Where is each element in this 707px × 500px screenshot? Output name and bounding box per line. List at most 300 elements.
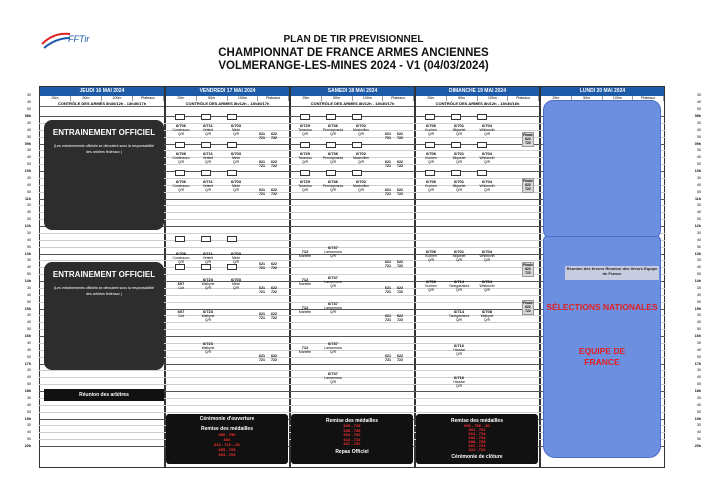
ceremony-box-samedi bbox=[291, 414, 413, 464]
minute-label: 40 bbox=[27, 292, 31, 297]
event-name: Whitworth bbox=[479, 254, 495, 258]
event-name: Kuchen bbox=[425, 128, 437, 132]
hour-label: 09h bbox=[694, 141, 701, 146]
minute-label: 50 bbox=[697, 409, 701, 414]
event-slot bbox=[448, 152, 470, 164]
minute-label: 50 bbox=[27, 134, 31, 139]
event-slot bbox=[476, 180, 498, 192]
target-box bbox=[477, 170, 487, 176]
event-code: 6/723 bbox=[202, 277, 213, 282]
event-pair: 622 722 bbox=[271, 354, 277, 362]
event-slot bbox=[294, 278, 316, 286]
minute-label: 30 bbox=[27, 423, 31, 428]
event-result: Q/R bbox=[204, 160, 212, 164]
event-name: Tanzutsu bbox=[298, 184, 312, 188]
event-code: 6/729 bbox=[299, 123, 310, 128]
target-box bbox=[352, 170, 362, 176]
event-code: 712 bbox=[301, 277, 309, 282]
repas-officiel: Repas Officiel bbox=[335, 448, 369, 455]
minute-label: 40 bbox=[27, 127, 31, 132]
event-name: Lamarmora bbox=[324, 280, 342, 284]
minute-label: 30 bbox=[697, 285, 701, 290]
hour-label: 20h bbox=[694, 444, 701, 448]
event-slot bbox=[225, 152, 247, 164]
event-slot bbox=[322, 152, 344, 164]
event-result: Q/R bbox=[427, 160, 435, 164]
event-slot bbox=[420, 180, 442, 192]
hour-label: 12h bbox=[694, 224, 701, 228]
event-name: Colt bbox=[177, 314, 185, 318]
medal-codes-dimanche bbox=[416, 424, 538, 452]
target-box bbox=[175, 114, 185, 120]
target-box bbox=[326, 170, 336, 176]
event-pair: 621 721 bbox=[259, 188, 265, 196]
event-name: Vetterli bbox=[202, 184, 214, 188]
minute-label: 30 bbox=[27, 340, 31, 345]
event-name: Tanzutsu bbox=[298, 156, 312, 160]
event-name: Whitworth bbox=[479, 184, 495, 188]
minute-label: 40 bbox=[27, 155, 31, 160]
event-pair: 621 721 bbox=[259, 286, 265, 294]
event-slot bbox=[170, 252, 192, 264]
minute-label: 50 bbox=[27, 217, 31, 222]
event-slot bbox=[448, 180, 470, 192]
minute-label: 30 bbox=[697, 230, 701, 235]
target-box bbox=[201, 170, 211, 176]
minute-label: 40 bbox=[27, 430, 31, 435]
event-name: Whitworth bbox=[479, 128, 495, 132]
event-result: Q/R bbox=[455, 288, 463, 292]
event-result: Q/R bbox=[455, 258, 463, 262]
day-header: DIMANCHE 19 MAI 2024 bbox=[416, 87, 539, 96]
event-code: 6/711 bbox=[203, 151, 213, 156]
event-slot bbox=[294, 124, 316, 136]
event-code: 6/723 bbox=[202, 341, 213, 346]
event-slot bbox=[225, 124, 247, 136]
event-name: Minié bbox=[231, 282, 241, 286]
medal-code: 636 - 736 bbox=[343, 427, 361, 433]
event-pair: 622 722 bbox=[271, 262, 277, 270]
medal-code: 613 - 713 - JO bbox=[214, 442, 240, 447]
hour-label: 11h bbox=[25, 196, 31, 201]
minute-label: 50 bbox=[27, 162, 31, 167]
event-pair: 621 721 bbox=[385, 354, 391, 362]
event-result: Q/R bbox=[329, 254, 337, 258]
selections-nationales: SÉLECTIONS NATIONALES bbox=[546, 302, 658, 312]
minute-label: 50 bbox=[697, 189, 701, 194]
event-pair: 622 722 bbox=[397, 132, 403, 140]
minute-label: 30 bbox=[697, 148, 701, 153]
minute-label: 30 bbox=[697, 203, 701, 208]
event-slot bbox=[294, 346, 316, 354]
event-code: 6/706 bbox=[425, 123, 436, 128]
finale-box: Finale 622 722 bbox=[523, 133, 533, 145]
minute-label: 50 bbox=[697, 327, 701, 332]
minute-label: 40 bbox=[697, 265, 701, 270]
event-pair: 622 722 bbox=[271, 132, 277, 140]
target-box bbox=[352, 142, 362, 148]
event-slot bbox=[322, 276, 344, 288]
event-code: 6/711 bbox=[203, 123, 213, 128]
event-slot bbox=[197, 124, 219, 136]
event-name: Tanzutsu bbox=[298, 128, 312, 132]
event-result: Q/R bbox=[427, 188, 435, 192]
event-result: Q/R bbox=[232, 286, 240, 290]
event-code: 6/737 bbox=[327, 341, 338, 346]
event-result: Q/R bbox=[357, 132, 365, 136]
event-code: 6/704 bbox=[481, 179, 492, 184]
training-note: (Les entrainements officiels se déroulent sous la responsabilité des arbitres fédéraux ) bbox=[53, 144, 155, 154]
minute-label: 50 bbox=[27, 437, 31, 442]
event-result: Q/R bbox=[177, 188, 185, 192]
event-slot bbox=[197, 152, 219, 164]
training-title: ENTRAINEMENT OFFICIEL bbox=[52, 270, 156, 279]
event-slot bbox=[476, 280, 498, 292]
event-name: Pennsylvania bbox=[322, 184, 344, 188]
minute-label: 30 bbox=[27, 395, 31, 400]
event-result: Q/R bbox=[204, 260, 212, 264]
event-pair: 621 721 bbox=[385, 160, 391, 168]
event-pair: 622 722 bbox=[271, 312, 277, 320]
hour-label: 08h bbox=[694, 114, 701, 118]
minute-label: 40 bbox=[697, 155, 701, 160]
minute-label: 30 bbox=[27, 285, 31, 290]
hour-label: 09h bbox=[24, 141, 31, 146]
reunion-tireurs: Réunion des tireurs Réunion des tireurs Equipe de France bbox=[565, 266, 659, 280]
target-box bbox=[175, 264, 185, 270]
minute-label: 50 bbox=[697, 217, 701, 222]
event-result: Q/R bbox=[427, 258, 435, 262]
event-slot bbox=[350, 180, 372, 192]
event-code: 6/701 bbox=[453, 249, 464, 254]
event-name: Minié bbox=[231, 128, 241, 132]
event-name: Pennsylvania bbox=[322, 156, 344, 160]
medal-code: 629 - 729 bbox=[343, 423, 361, 428]
event-code: 6/723 bbox=[202, 309, 213, 314]
event-code: 712 bbox=[301, 305, 309, 310]
minute-label: 50 bbox=[697, 299, 701, 304]
event-code: 6/737 bbox=[327, 275, 338, 280]
equipe-de-france: EQUIPE DE FRANCE bbox=[578, 346, 626, 367]
minute-label: 30 bbox=[27, 93, 31, 98]
event-result: Q/R bbox=[329, 160, 337, 164]
event-result: Q/R bbox=[357, 188, 365, 192]
event-name: Lamarmora bbox=[324, 306, 342, 310]
event-slot bbox=[197, 342, 219, 354]
control-text: CONTRÔLE DES ARMES 8h/12h - 13h30/17h bbox=[291, 101, 414, 107]
event-pair: 622 722 bbox=[397, 286, 403, 294]
event-slot bbox=[170, 180, 192, 192]
minute-label: 40 bbox=[27, 265, 31, 270]
target-box bbox=[451, 170, 461, 176]
target-box bbox=[227, 170, 237, 176]
target-box bbox=[425, 114, 435, 120]
event-result: Q/R bbox=[204, 286, 212, 290]
target-box bbox=[326, 142, 336, 148]
medal-code: 608 - 708 bbox=[468, 439, 486, 444]
event-name: Whitworth bbox=[479, 156, 495, 160]
minute-label: 40 bbox=[697, 127, 701, 132]
hour-label: 19h bbox=[24, 416, 31, 421]
day-header: SAMEDI 18 MAI 2024 bbox=[291, 87, 414, 96]
medal-code: 650 - 750 bbox=[218, 432, 236, 437]
event-name: Kuchen bbox=[425, 254, 437, 258]
minute-label: 30 bbox=[27, 120, 31, 125]
event-code: 6/706 bbox=[425, 249, 436, 254]
medal-code: 601 - 701 bbox=[468, 427, 486, 432]
event-result: Q/R bbox=[455, 352, 463, 356]
minute-label: 30 bbox=[27, 258, 31, 263]
target-box bbox=[425, 170, 435, 176]
event-code: 607 bbox=[177, 281, 185, 286]
event-name: Vetterli bbox=[202, 256, 214, 260]
event-pair: 621 721 bbox=[385, 260, 391, 268]
event-name: Miquelet bbox=[452, 184, 466, 188]
minute-label: 30 bbox=[697, 423, 701, 428]
event-name: Hizadai bbox=[453, 348, 465, 352]
medal-code: 621 - 721 bbox=[468, 443, 486, 448]
distance-header: 25m 50m 100m Plateaux bbox=[291, 96, 414, 101]
minute-label: 40 bbox=[697, 237, 701, 242]
event-name: Hizadai bbox=[453, 380, 465, 384]
event-slot bbox=[322, 372, 344, 384]
hour-label: 13h bbox=[694, 251, 701, 256]
event-slot bbox=[197, 278, 219, 290]
hour-label: 18h bbox=[24, 389, 31, 393]
event-result: Q/R bbox=[427, 132, 435, 136]
event-name: Minié bbox=[231, 156, 241, 160]
event-slot bbox=[170, 124, 192, 136]
minute-label: 50 bbox=[27, 382, 31, 387]
minute-label: 40 bbox=[27, 402, 31, 407]
event-pair: 621 721 bbox=[259, 312, 265, 320]
event-code: 6/706 bbox=[425, 151, 436, 156]
minute-label: 40 bbox=[27, 100, 31, 105]
event-slot bbox=[448, 250, 470, 262]
event-slot bbox=[350, 152, 372, 164]
event-pair: 622 722 bbox=[397, 260, 403, 268]
event-result: Q/R bbox=[177, 260, 185, 264]
event-name: Walkyrie bbox=[201, 314, 215, 318]
medal-code: 602 - 702 bbox=[343, 432, 361, 437]
event-code: 712 bbox=[301, 345, 309, 350]
control-text: CONTRÔLE DES ARMES 8h/12h - 13h30/16h bbox=[416, 101, 539, 107]
event-pair: 621 721 bbox=[259, 262, 265, 270]
distance-header: 25m 50m 100m Plateaux bbox=[541, 96, 664, 101]
event-pair: 622 722 bbox=[271, 286, 277, 294]
event-name: Cominazzo bbox=[172, 128, 190, 132]
event-code: 6/711 bbox=[203, 251, 213, 256]
event-pair: 622 722 bbox=[397, 354, 403, 362]
event-code: 6/736 bbox=[327, 179, 338, 184]
event-slot bbox=[420, 250, 442, 262]
finale-box: Finale 622 722 bbox=[523, 263, 533, 275]
event-code: 6/736 bbox=[327, 151, 338, 156]
event-name: Walkyrie bbox=[201, 282, 215, 286]
medal-codes-samedi bbox=[291, 424, 413, 447]
minute-label: 30 bbox=[697, 313, 701, 318]
event-slot bbox=[294, 306, 316, 314]
event-name: Lamarmora bbox=[324, 376, 342, 380]
remise-medailles: Remise des médailles bbox=[451, 418, 503, 424]
event-result: Q/R bbox=[329, 350, 337, 354]
event-code: 6/711 bbox=[203, 179, 213, 184]
event-slot bbox=[170, 282, 192, 290]
minute-label: 50 bbox=[27, 327, 31, 332]
minute-label: 40 bbox=[27, 210, 31, 215]
event-result: Q/R bbox=[329, 310, 337, 314]
event-code: 6/702 bbox=[355, 123, 366, 128]
minute-label: 30 bbox=[27, 368, 31, 373]
event-code: 6/704 bbox=[481, 151, 492, 156]
event-result: Q/R bbox=[455, 188, 463, 192]
event-pair: 622 722 bbox=[271, 188, 277, 196]
medal-code: 614 - 714 bbox=[468, 431, 486, 436]
event-result: Q/R bbox=[204, 318, 212, 322]
event-name: Vetterli bbox=[202, 128, 214, 132]
event-slot bbox=[476, 250, 498, 262]
event-name: Mariette bbox=[298, 254, 312, 258]
event-name: Mariette bbox=[298, 310, 312, 314]
medal-code: 602 bbox=[223, 437, 231, 442]
minute-label: 40 bbox=[697, 292, 701, 297]
event-code: 6/703 bbox=[230, 277, 241, 282]
event-slot bbox=[322, 124, 344, 136]
hour-label: 08h bbox=[24, 114, 31, 118]
event-result: Q/R bbox=[455, 318, 463, 322]
event-code: 607 bbox=[177, 309, 185, 314]
minute-label: 30 bbox=[697, 120, 701, 125]
event-code: 6/708 bbox=[481, 309, 492, 314]
target-box bbox=[201, 142, 211, 148]
target-box bbox=[425, 142, 435, 148]
event-code: 6/716 bbox=[453, 375, 464, 380]
minute-label: 50 bbox=[27, 272, 31, 277]
event-result: Q/R bbox=[329, 188, 337, 192]
target-box bbox=[326, 114, 336, 120]
event-name: Maximilien bbox=[352, 128, 369, 132]
medal-code: 606 - 706 - JO bbox=[464, 423, 490, 428]
event-result: Q/R bbox=[177, 160, 185, 164]
control-text: CONTRÔLE DES ARMES 8h/12h - 13h30/17h bbox=[166, 101, 289, 107]
target-box bbox=[175, 236, 185, 242]
event-result: Q/R bbox=[301, 160, 309, 164]
minute-label: 30 bbox=[27, 148, 31, 153]
event-code: 712 bbox=[301, 249, 309, 254]
finale-box: Finale 622 722 bbox=[523, 179, 533, 191]
event-code: 6/714 bbox=[453, 279, 464, 284]
event-name: Miquelet bbox=[452, 128, 466, 132]
hour-label: 15h bbox=[694, 306, 701, 311]
event-slot bbox=[420, 152, 442, 164]
event-code: 6/703 bbox=[230, 251, 241, 256]
event-pair: 621 721 bbox=[259, 160, 265, 168]
event-name: Minié bbox=[231, 184, 241, 188]
hour-label: 19h bbox=[694, 416, 701, 421]
minute-label: 40 bbox=[697, 210, 701, 215]
minute-label: 30 bbox=[697, 258, 701, 263]
event-name: Whitworth bbox=[479, 284, 495, 288]
page-title-line3: VOLMERANGE-LES-MINES 2024 - V1 (04/03/2024) bbox=[218, 60, 489, 72]
event-slot bbox=[225, 180, 247, 192]
ceremony-ouverture: Cérémonie d'ouverture bbox=[199, 416, 255, 422]
event-name: Colt bbox=[177, 286, 185, 290]
minute-label: 30 bbox=[27, 230, 31, 235]
event-pair: 621 721 bbox=[259, 354, 265, 362]
event-slot bbox=[448, 376, 470, 388]
event-result: Q/R bbox=[483, 288, 491, 292]
event-slot bbox=[322, 302, 344, 314]
target-box bbox=[175, 170, 185, 176]
event-slot bbox=[170, 310, 192, 318]
minute-label: 30 bbox=[697, 395, 701, 400]
event-slot bbox=[197, 252, 219, 264]
event-code: 6/703 bbox=[230, 179, 241, 184]
event-result: Q/R bbox=[455, 132, 463, 136]
event-code: 6/704 bbox=[481, 249, 492, 254]
event-code: 6/704 bbox=[481, 279, 492, 284]
target-box bbox=[201, 236, 211, 242]
minute-label: 40 bbox=[27, 375, 31, 380]
event-code: 6/701 bbox=[453, 123, 464, 128]
training-box-afternoon bbox=[44, 262, 164, 370]
minute-label: 50 bbox=[27, 107, 31, 112]
minute-label: 30 bbox=[697, 368, 701, 373]
event-pair: 621 721 bbox=[385, 314, 391, 322]
event-result: Q/R bbox=[232, 188, 240, 192]
minute-label: 50 bbox=[697, 244, 701, 249]
target-box bbox=[201, 114, 211, 120]
medal-code: 604 - 704 bbox=[468, 435, 486, 440]
day-header: JEUDI 16 MAI 2024 bbox=[40, 87, 164, 96]
minute-label: 50 bbox=[697, 162, 701, 167]
event-result: Q/R bbox=[301, 188, 309, 192]
minute-label: 50 bbox=[697, 134, 701, 139]
minute-label: 50 bbox=[27, 189, 31, 194]
target-box bbox=[451, 142, 461, 148]
event-pair: 621 721 bbox=[385, 286, 391, 294]
event-slot bbox=[350, 124, 372, 136]
day-header: LUNDI 20 MAI 2024 bbox=[541, 87, 664, 96]
event-code: 6/737 bbox=[327, 371, 338, 376]
event-result: Q/R bbox=[204, 188, 212, 192]
target-box bbox=[477, 114, 487, 120]
hour-label: 17h bbox=[694, 361, 701, 366]
event-code: 6/716 bbox=[453, 343, 464, 348]
event-slot bbox=[476, 124, 498, 136]
event-result: Q/R bbox=[301, 132, 309, 136]
event-code: 6/701 bbox=[453, 151, 464, 156]
training-title: ENTRAINEMENT OFFICIEL bbox=[52, 128, 156, 137]
event-code: 6/706 bbox=[175, 179, 186, 184]
minute-label: 40 bbox=[27, 237, 31, 242]
hour-label: 14h bbox=[24, 279, 31, 283]
hour-label: 17h bbox=[24, 361, 31, 366]
target-box bbox=[175, 142, 185, 148]
minute-label: 40 bbox=[27, 347, 31, 352]
event-slot bbox=[294, 250, 316, 258]
minute-label: 50 bbox=[697, 354, 701, 359]
medal-code: 603 - 703 bbox=[218, 452, 236, 457]
target-box bbox=[227, 236, 237, 242]
event-result: Q/R bbox=[483, 160, 491, 164]
minute-label: 30 bbox=[27, 313, 31, 318]
event-code: 6/702 bbox=[355, 179, 366, 184]
minute-label: 50 bbox=[697, 437, 701, 442]
event-code: 6/737 bbox=[327, 245, 338, 250]
event-name: Kuchen bbox=[425, 284, 437, 288]
event-slot bbox=[322, 342, 344, 354]
